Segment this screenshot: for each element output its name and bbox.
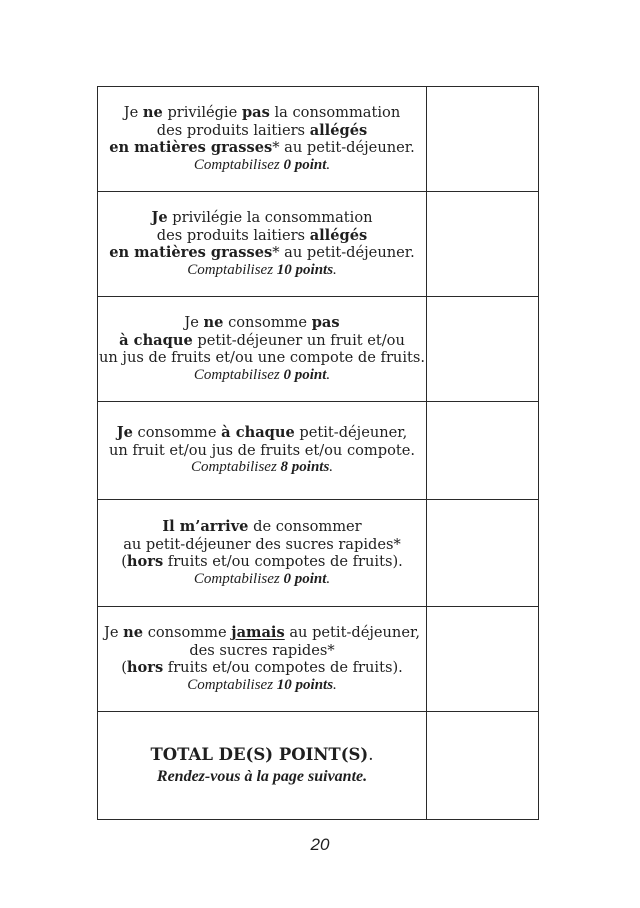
points-box[interactable] [427, 192, 539, 297]
statement-cell: Je ne consomme jamais au petit-déjeuner, des sucres rapides* (hors fruits et/ou compotes de fruits). Comptabilisez 10 points. [98, 607, 427, 712]
total-row [98, 712, 539, 820]
statement-cell: Je privilégie la consommation des produits laitiers allégés en matières grasses* au petit-déjeuner. Comptabilisez 10 points. [98, 192, 427, 297]
table-row [98, 500, 539, 607]
points-box[interactable] [427, 607, 539, 712]
statement-cell: Je ne privilégie pas la consommation des produits laitiers allégés en matières grasses* au petit-déjeuner. Comptabilisez 0 point. [98, 87, 427, 192]
statement-cell: Je ne consomme pas à chaque petit-déjeuner un fruit et/ou un jus de fruits et/ou une compote de fruits. Comptabilisez 0 point. [98, 297, 427, 402]
points-box[interactable] [427, 87, 539, 192]
points-hint: Comptabilisez 8 points. [190, 459, 334, 476]
total-points-box[interactable] [427, 712, 539, 820]
statement-cell: Il m’arrive de consommer au petit-déjeuner des sucres rapides* (hors fruits et/ou compotes de fruits). Comptabilisez 0 point. [98, 500, 427, 607]
score-table [97, 86, 539, 820]
points-hint: Comptabilisez 0 point. [193, 570, 331, 587]
page-number: 20 [310, 835, 330, 854]
points-box[interactable] [427, 297, 539, 402]
total-title: TOTAL DE(S) POINT(S) [150, 744, 369, 764]
statement-cell: Je consomme à chaque petit-déjeuner, un fruit et/ou jus de fruits et/ou compote. Comptabilisez 8 points. [98, 402, 427, 500]
total-cell: TOTAL DE(S) POINT(S). Rendez-vous à la page suivante. [98, 712, 427, 820]
points-box[interactable] [427, 402, 539, 500]
table-row [98, 402, 539, 500]
points-hint: Comptabilisez 0 point. [193, 156, 331, 173]
points-hint: Comptabilisez 0 point. [193, 366, 331, 383]
table-row [98, 607, 539, 712]
points-box[interactable] [427, 500, 539, 607]
points-hint: Comptabilisez 10 points. [187, 261, 337, 278]
table-row [98, 192, 539, 297]
table-row [98, 297, 539, 402]
next-page-instruction: Rendez-vous à la page suivante. [156, 767, 368, 785]
points-hint: Comptabilisez 10 points. [187, 676, 337, 693]
table-row [98, 87, 539, 192]
